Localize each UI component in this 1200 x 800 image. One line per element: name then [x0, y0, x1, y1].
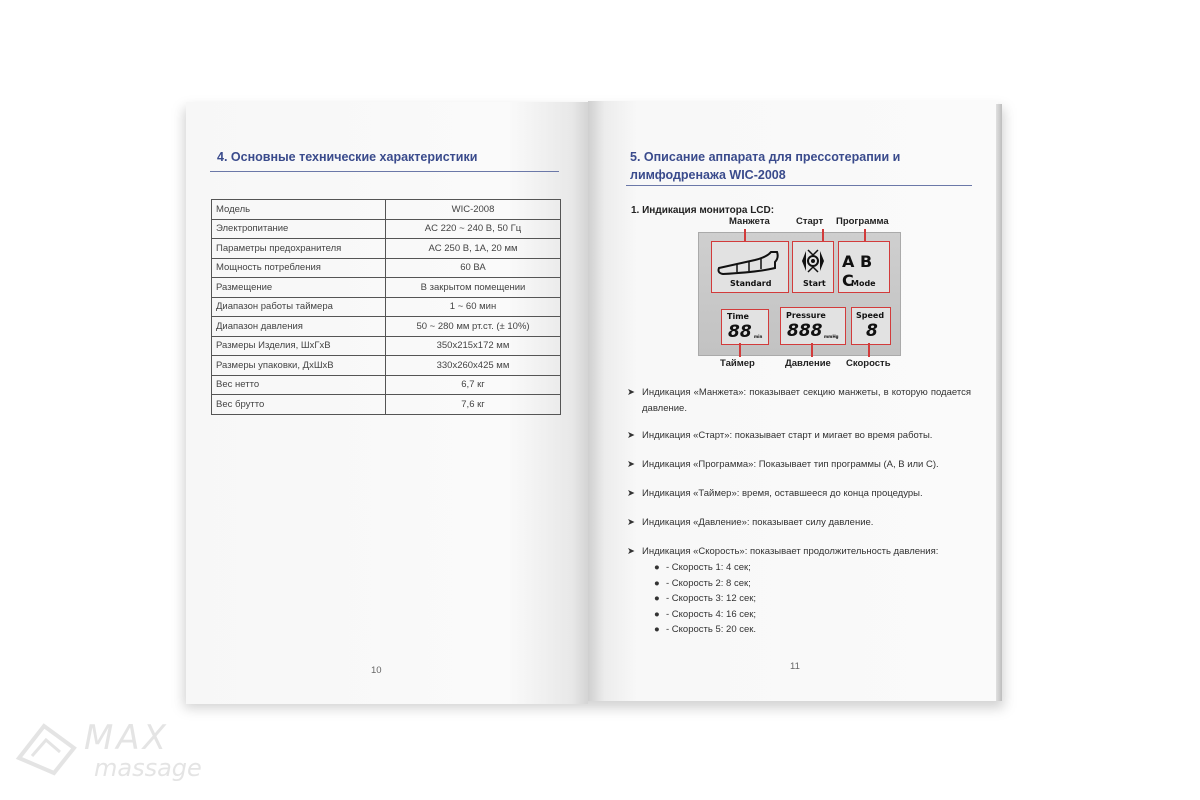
- lcd-label-speed: Скорость: [846, 358, 891, 369]
- spec-label: Вес нетто: [212, 375, 386, 395]
- table-row: [212, 278, 561, 298]
- indicator-list: [626, 385, 971, 638]
- dot-bullet-icon: ●: [654, 624, 660, 635]
- arrow-bullet-icon: ➤: [627, 387, 635, 398]
- table-row: [212, 200, 561, 220]
- right-page-number: 11: [790, 661, 800, 672]
- lcd-label-start: Старт: [796, 216, 824, 227]
- table-row: [212, 239, 561, 259]
- arrow-start: [822, 229, 824, 241]
- lcd-mode-text: Mode: [851, 279, 876, 288]
- spec-table: [211, 199, 561, 415]
- arrow-bullet-icon: ➤: [627, 430, 635, 441]
- lcd-speed-digit: 8: [866, 321, 878, 341]
- watermark-line2: massage: [94, 754, 202, 782]
- lcd-start-text: Start: [803, 279, 826, 288]
- lcd-pressure-text: Pressure: [786, 311, 826, 320]
- spec-value: 60 ВА: [386, 258, 561, 278]
- speed-item: ● - Скорость 5: 20 сек.: [626, 622, 971, 638]
- right-heading-rule: [626, 185, 972, 186]
- lcd-time-text: Time: [727, 312, 749, 321]
- arrow-cuff: [744, 229, 746, 241]
- spec-value: 50 ~ 280 мм рт.ст. (± 10%): [386, 317, 561, 337]
- spec-label: Размещение: [212, 278, 386, 298]
- lcd-label-timer: Таймер: [720, 358, 755, 369]
- lcd-label-cuff: Манжета: [729, 216, 770, 227]
- lcd-time-box: [721, 309, 769, 345]
- watermark-line1: MAX: [84, 718, 169, 758]
- lcd-time-unit: min: [754, 334, 763, 339]
- speed-item: ● - Скорость 1: 4 сек;: [626, 560, 971, 576]
- left-page-number: 10: [371, 665, 382, 676]
- dot-bullet-icon: ●: [654, 608, 660, 620]
- spec-label: Диапазон давления: [212, 317, 386, 337]
- lcd-start-box: [792, 241, 834, 293]
- left-heading-rule: [210, 171, 559, 172]
- spec-value: В закрытом помещении: [386, 278, 561, 298]
- spec-label: Модель: [212, 200, 386, 220]
- table-row: [212, 219, 561, 239]
- spec-label: Параметры предохранителя: [212, 239, 386, 259]
- list-item: ➤ Индикация «Давление»: показывает силу давление.: [626, 515, 971, 531]
- spec-value: AC 250 В, 1А, 20 мм: [386, 239, 561, 259]
- speed-item: ● - Скорость 2: 8 сек;: [626, 576, 971, 592]
- leg-cuff-icon: [715, 248, 785, 278]
- spec-label: Размеры упаковки, ДхШхВ: [212, 356, 386, 376]
- list-item: ➤ Индикация «Таймер»: время, оставшееся до конца процедуры.: [626, 486, 971, 502]
- dot-bullet-icon: ●: [654, 593, 660, 604]
- right-page-heading-line1: 5. Описание аппарата для прессотерапии и: [630, 150, 901, 164]
- arrow-timer: [739, 343, 741, 357]
- spec-value: AC 220 ~ 240 В, 50 Гц: [386, 219, 561, 239]
- lcd-standard-text: Standard: [730, 279, 772, 288]
- table-row: [212, 297, 561, 317]
- spec-value: WIC-2008: [386, 200, 561, 220]
- arrow-bullet-icon: ➤: [627, 517, 635, 528]
- speed-item: ● - Скорость 4: 16 сек;: [626, 607, 971, 623]
- list-item: ➤ Индикация «Скорость»: показывает продолжительность давления:: [626, 544, 971, 560]
- list-item: ➤ Индикация «Манжета»: показывает секцию манжеты, в которую подается давление.: [627, 387, 971, 414]
- massage-logo-icon: [14, 718, 84, 778]
- table-row: [212, 375, 561, 395]
- lcd-label-program: Программа: [836, 216, 889, 227]
- spec-label: Электропитание: [212, 219, 386, 239]
- lcd-time-digits: 88: [728, 322, 752, 342]
- arrow-program: [864, 229, 866, 241]
- table-row: [212, 395, 561, 415]
- arrow-bullet-icon: ➤: [627, 546, 635, 557]
- table-row: [212, 258, 561, 278]
- spec-value: 7,6 кг: [386, 395, 561, 415]
- table-row: [212, 317, 561, 337]
- lcd-display: [698, 232, 901, 356]
- spec-value: 330x260x425 мм: [386, 356, 561, 376]
- spec-value: 350x215x172 мм: [386, 336, 561, 356]
- spec-label: Мощность потребления: [212, 258, 386, 278]
- lcd-speed-box: [851, 307, 891, 345]
- right-page-heading-line2: лимфодренажа WIC-2008: [630, 168, 786, 182]
- arrow-speed: [868, 343, 870, 357]
- list-item: ➤ Индикация «Старт»: показывает старт и мигает во время работы.: [626, 428, 971, 444]
- lcd-pressure-box: [780, 307, 846, 345]
- lcd-pressure-unit: mmHg: [824, 334, 839, 339]
- arrow-bullet-icon: ➤: [627, 459, 635, 470]
- arrow-pressure: [811, 343, 813, 357]
- speed-item: ● - Скорость 3: 12 сек;: [626, 591, 971, 607]
- arrow-bullet-icon: ➤: [627, 488, 635, 499]
- dot-bullet-icon: ●: [654, 577, 660, 589]
- table-row: [212, 356, 561, 376]
- page-edge: [996, 104, 1002, 701]
- lcd-cuff-box: [711, 241, 789, 293]
- lcd-pressure-digits: 888: [787, 321, 823, 341]
- spec-value: 1 ~ 60 мин: [386, 297, 561, 317]
- dot-bullet-icon: ●: [654, 562, 660, 573]
- spec-value: 6,7 кг: [386, 375, 561, 395]
- lcd-subheading: 1. Индикация монитора LCD:: [631, 205, 775, 216]
- lcd-program-box: [838, 241, 890, 293]
- lcd-label-pressure: Давление: [785, 358, 831, 369]
- spec-label: Размеры Изделия, ШхГхВ: [212, 336, 386, 356]
- lcd-program-letters: A B C: [842, 252, 873, 290]
- start-icon: [796, 246, 830, 276]
- spec-label: Диапазон работы таймера: [212, 297, 386, 317]
- spec-label: Вес брутто: [212, 395, 386, 415]
- lcd-speed-text: Speed: [856, 311, 885, 320]
- left-page-heading: 4. Основные технические характеристики: [217, 150, 478, 164]
- table-row: [212, 336, 561, 356]
- list-item: ➤ Индикация «Программа»: Показывает тип программы (A, B или C).: [626, 457, 971, 473]
